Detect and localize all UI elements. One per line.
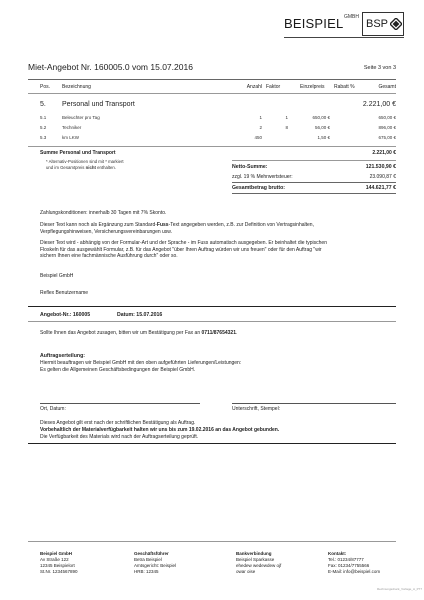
section-title: Personal und Transport	[62, 101, 135, 108]
footer-bank-line: Beispiel Sparkasse	[236, 556, 275, 562]
row-pos: 5.1	[40, 115, 47, 120]
company-closing: Beispiel GmbH	[40, 273, 74, 279]
footer-bank	[236, 551, 281, 574]
footer-bank-line: owar oise	[236, 568, 256, 574]
section-number: 5.	[40, 101, 46, 108]
order-rule-top	[28, 306, 396, 307]
footer-bank-head: Bankverbindung	[236, 551, 272, 556]
brutto-label: Gesamtbetrag brutto:	[232, 185, 286, 191]
footer-company-line: 12345 Beispielort	[40, 562, 75, 568]
logo-wordmark: BEISPIEL	[284, 16, 344, 31]
col-quantity: Anzahl	[246, 84, 262, 90]
footer-company-head: Beispiel GmbH	[40, 551, 73, 556]
col-factor: Faktor	[266, 84, 281, 90]
footer-contact-email[interactable]: E-Mail: info@beispiel.com	[328, 568, 381, 574]
place-date-label: Ort, Datum:	[40, 406, 66, 412]
netto-value: 121.530,90 €	[365, 164, 396, 170]
footer-rule	[28, 541, 396, 542]
order-rule	[28, 321, 396, 322]
footer-text-2: Floskeln für das ausgewählt Formular, z.B. für das Angebot "über Ihren Auftrag würden wir uns freuen" oder für den Auftrag "wir	[40, 246, 322, 253]
supplement-text-bold: Fuss	[156, 222, 169, 228]
footer-company-line: Av Straße 122	[40, 556, 69, 562]
row-description: Techniker	[62, 125, 82, 130]
footer-contact-line: Tel.: 01234/87777	[328, 556, 364, 562]
row-quantity: 1	[259, 115, 262, 120]
footer-text-1: Dieser Text wird - abhängig von der Formular-Art und der Sprache - im Fuss automatisch ausgegeben. Er beinhaltet die typischen	[40, 240, 327, 246]
confirm-text	[40, 330, 400, 337]
signature-label: Unterschrift, Stempel:	[232, 406, 281, 412]
footer-company-line: St.Nr. 1234567890	[40, 568, 78, 574]
footer-ceo-head: Geschäftsführer	[134, 551, 169, 556]
supplement-text-b: -Text angegeben werden, z.B. zur Definition von Vertragsinhalten,	[168, 222, 314, 228]
brutto-rule	[232, 182, 396, 183]
alternative-note-2	[46, 165, 116, 170]
page-number: Seite 3 von 3	[363, 65, 396, 71]
signer-name: Reflex Benutzername	[40, 290, 89, 296]
footer-contact	[328, 551, 380, 574]
supplement-text-a: Dieser Text kann noch als Ergänzung zum Standard-	[40, 222, 157, 228]
footer-ceo-line: Betra Beispiel	[134, 556, 162, 562]
order-text-1: Hiermit beauftragen wir Beispiel GmbH mit den oben aufgeführten Lieferungen/Leistungen:	[40, 360, 242, 366]
brutto-value: 144.621,77 €	[365, 185, 396, 191]
reservation-text-a: Vorbehaltlich der Materialverfügbarkeit halten wir uns bis zum	[40, 427, 189, 433]
footer-ceo-line: HRB: 12345	[134, 568, 159, 574]
netto-rule	[232, 160, 396, 161]
row-total: 675,00 €	[378, 135, 396, 140]
tax-value: 23.090,87 €	[369, 174, 396, 180]
footer-text	[40, 240, 400, 260]
place-date-line	[40, 403, 200, 404]
supplement-text	[40, 222, 400, 235]
reservation-text	[40, 427, 400, 434]
footer-contact-head: Kontakt:	[328, 551, 347, 556]
row-pos: 5.2	[40, 125, 47, 130]
row-factor	[266, 135, 288, 144]
header-rule	[28, 93, 396, 94]
payment-terms: Zahlungskonditionen: innerhalb 30 Tagen mit 7% Skonto.	[40, 210, 167, 216]
row-quantity: 2	[259, 125, 262, 130]
confirm-text-a: Sollte Ihnen das Angebot zusagen, bitten wir um Bestätigung per Fax an	[40, 330, 202, 336]
availability-text: Die Verfügbarkeit des Materials wird nach der Auftragserteilung geprüft.	[40, 434, 199, 440]
logo-box	[362, 12, 404, 36]
note-text-a: und im Gesamtpreis	[46, 165, 86, 170]
note-text-b: enthalten.	[95, 165, 116, 170]
fax-number: 0711/87654321	[201, 330, 236, 336]
note-text-bold: nicht	[85, 165, 96, 170]
reservation-date: 19.02.2016	[188, 427, 214, 433]
supplement-text-c: Verpflegungshinweisen, Versicherungsvereinbarungen usw.	[40, 228, 173, 235]
row-description: km LKW	[62, 135, 80, 140]
summary-value: 2.221,00 €	[372, 150, 396, 156]
offer-number: Angebot-Nr.: 160005	[40, 312, 91, 318]
col-description: Bezeichnung	[62, 84, 91, 90]
row-unit-price: 56,00 €	[314, 125, 330, 130]
signature-line	[232, 403, 396, 404]
row-total: 896,00 €	[378, 125, 396, 130]
footer-contact-line: Fax: 01234/7755566	[328, 562, 370, 568]
validity-text: Dieses Angebot gilt erst nach der schriftlichen Bestätigung als Auftrag.	[40, 420, 196, 426]
row-quantity: 450	[254, 135, 262, 140]
row-pos: 5.3	[40, 135, 47, 140]
row-factor: 8	[285, 125, 288, 130]
row-total: 650,00 €	[378, 115, 396, 120]
footer-bank-line: ehedew wedewdew ojf	[236, 562, 282, 568]
row-unit-price: 650,00 €	[312, 115, 330, 120]
template-note: Rechnungsdruck_Vorlage_A_P77	[376, 587, 422, 591]
company-logo	[284, 10, 410, 42]
footer-ceo-line: Amtsgericht: Beispiel	[134, 562, 177, 568]
rows-rule	[28, 146, 396, 147]
alternative-note: * Alternativ-Positionen sind mit * markiert	[46, 159, 124, 164]
col-pos: Pos.	[40, 84, 51, 90]
document-title: Miet-Angebot Nr. 160005.0 vom 15.07.2016	[28, 62, 193, 72]
tax-label: zzgl. 19 % Mehrwertsteuer:	[232, 174, 293, 180]
row-factor: 1	[285, 115, 288, 120]
brutto-rule-bottom	[232, 193, 396, 194]
netto-label: Netto-Summe:	[232, 164, 268, 170]
logo-underline	[284, 37, 404, 38]
reservation-text-b: an das Angebot gebunden.	[213, 427, 280, 433]
title-rule	[28, 79, 396, 80]
footer-company	[40, 551, 78, 574]
col-total: Gesamt	[378, 84, 396, 90]
order-heading: Auftragserteilung:	[40, 353, 85, 359]
logo-gmbh: GMBH	[344, 14, 359, 20]
order-rule-bottom	[28, 443, 396, 444]
row-unit-price: 1,50 €	[317, 135, 330, 140]
footer-text-3: sichern Ihnen eine fachmännische Ausführung durch" oder so.	[40, 253, 178, 259]
row-description: Beleuchter pro Tag	[62, 115, 100, 120]
logo-mark: BSP	[366, 18, 389, 30]
footer-ceo	[134, 551, 176, 574]
order-text-2: Es gelten die Allgemeinen Geschäftsbedingungen der Beispiel GmbH.	[40, 367, 196, 373]
col-discount: Rabatt %	[334, 84, 355, 90]
section-total: 2.221,00 €	[362, 101, 396, 108]
summary-label: Summe Personal und Transport	[40, 150, 116, 156]
offer-date: Datum: 15.07.2016	[117, 312, 163, 318]
confirm-text-b: .	[235, 330, 238, 336]
diamond-icon	[390, 18, 402, 30]
col-unit-price: Einzelpreis	[300, 84, 325, 90]
